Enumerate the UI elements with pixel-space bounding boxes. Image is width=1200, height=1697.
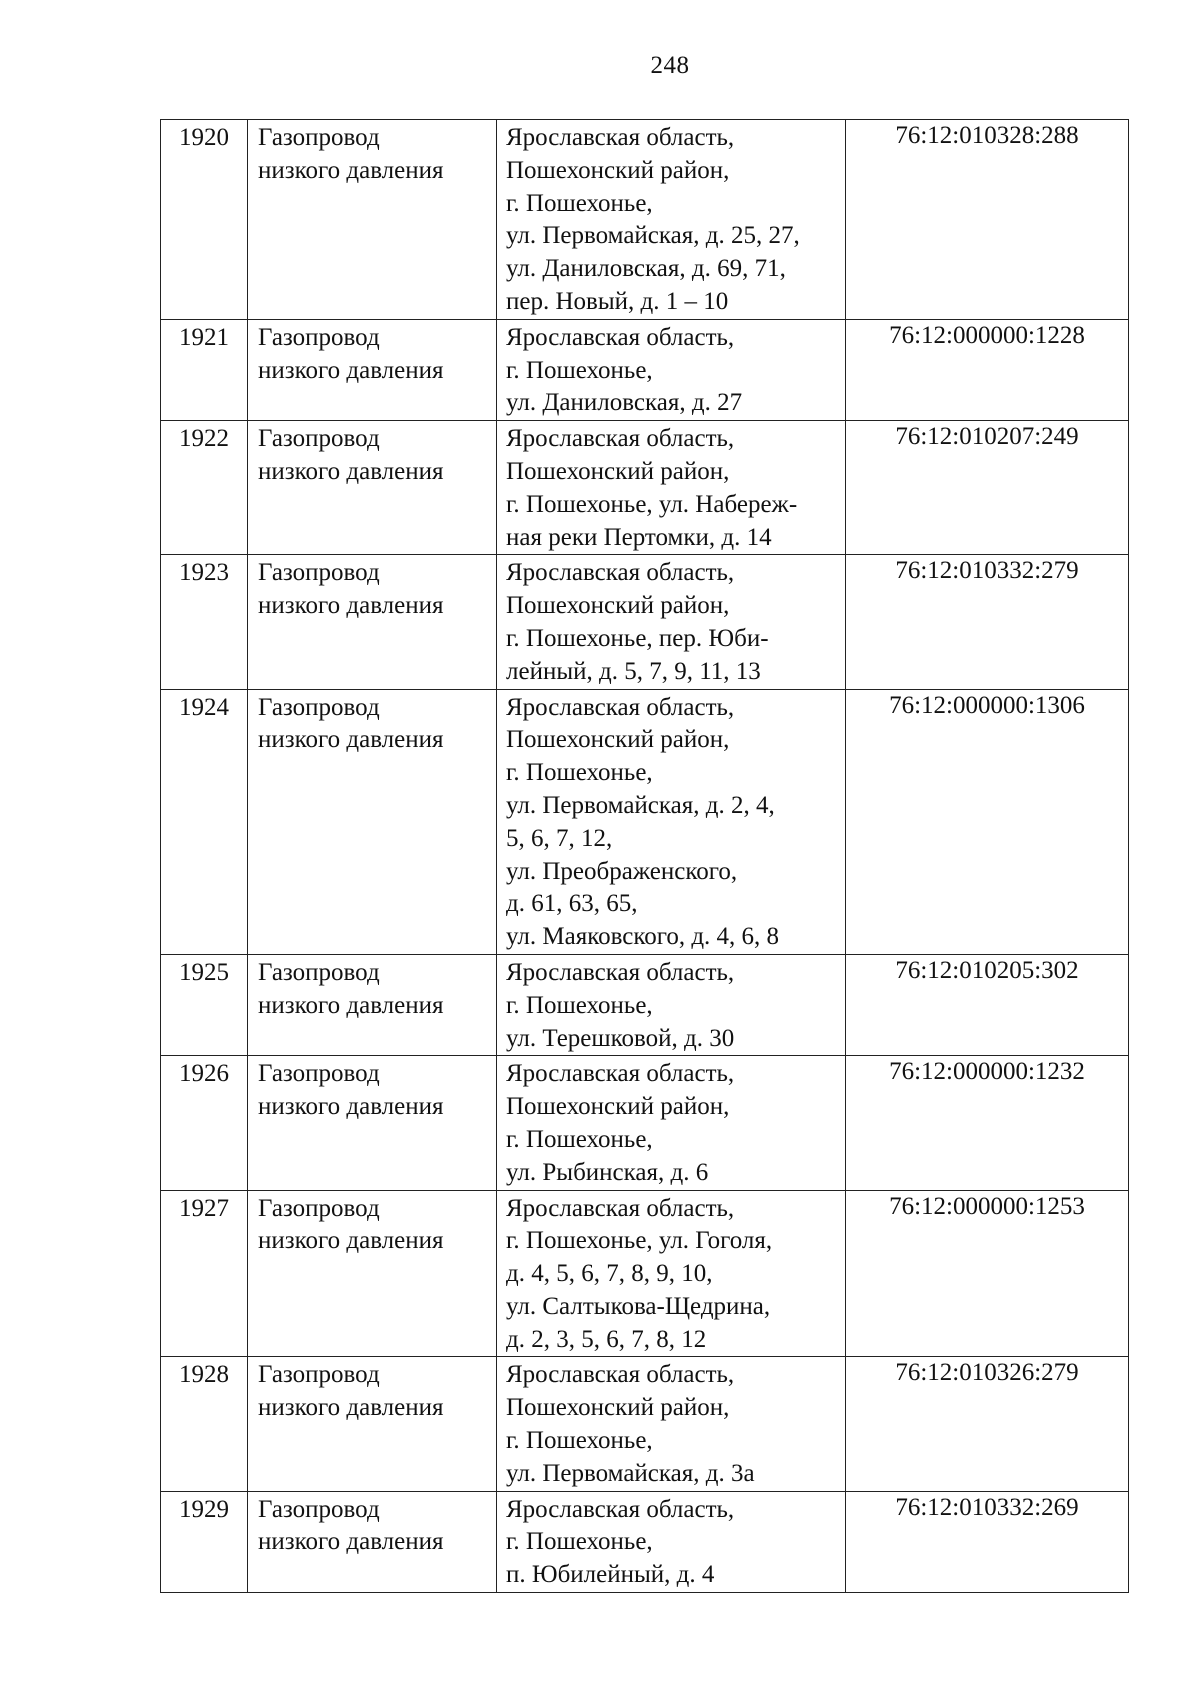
address-line: Пошехонский район, <box>506 1093 730 1121</box>
table-row <box>161 421 1129 555</box>
object-name-line: Газопровод <box>258 693 380 721</box>
registry-table <box>160 119 1129 1593</box>
cadastral-number: 76:12:000000:1232 <box>846 1056 1129 1190</box>
address-cell <box>497 1056 846 1190</box>
address-line: Пошехонский район, <box>506 1394 730 1422</box>
address-line: г. Пошехонье, <box>506 189 653 217</box>
object-name-line: Газопровод <box>258 425 380 453</box>
row-number: 1925 <box>161 954 248 1055</box>
object-name-cell <box>248 689 497 954</box>
object-name-line: низкого давления <box>258 356 444 384</box>
address-cell <box>497 1491 846 1592</box>
object-name-cell <box>248 1190 497 1357</box>
object-name-line: низкого давления <box>258 991 444 1019</box>
object-name-cell <box>248 1357 497 1491</box>
cadastral-number: 76:12:010328:288 <box>846 120 1129 320</box>
address-line: Пошехонский район, <box>506 592 730 620</box>
cadastral-number: 76:12:000000:1306 <box>846 689 1129 954</box>
object-name-cell <box>248 319 497 420</box>
cadastral-number: 76:12:010332:279 <box>846 555 1129 689</box>
address-cell <box>497 421 846 555</box>
table-row <box>161 555 1129 689</box>
registry-table-body <box>161 120 1129 1593</box>
object-name-cell <box>248 954 497 1055</box>
object-name-cell <box>248 1056 497 1190</box>
address-line: г. Пошехонье, <box>506 356 653 384</box>
cadastral-number: 76:12:010326:279 <box>846 1357 1129 1491</box>
address-line: ул. Салтыкова-Щедрина, <box>506 1292 771 1320</box>
address-line: Ярославская область, <box>506 425 735 453</box>
object-name-line: Газопровод <box>258 1495 380 1523</box>
row-number: 1928 <box>161 1357 248 1491</box>
address-line: ул. Даниловская, д. 69, 71, <box>506 255 786 283</box>
address-line: Ярославская область, <box>506 124 735 151</box>
object-name-line: Газопровод <box>258 958 380 986</box>
address-line: Ярославская область, <box>506 1060 735 1088</box>
address-line: д. 2, 3, 5, 6, 7, 8, 12 <box>506 1325 707 1353</box>
address-line: г. Пошехонье, <box>506 1528 653 1556</box>
object-name-line: Газопровод <box>258 1361 380 1389</box>
address-cell <box>497 1190 846 1357</box>
row-number: 1926 <box>161 1056 248 1190</box>
object-name-line: низкого давления <box>258 726 444 754</box>
address-line: ул. Первомайская, д. 3а <box>506 1459 755 1487</box>
address-cell <box>497 954 846 1055</box>
address-line: Пошехонский район, <box>506 726 730 754</box>
object-name-line: низкого давления <box>258 1394 444 1422</box>
object-name-line: Газопровод <box>258 559 380 587</box>
address-cell <box>497 120 846 320</box>
address-cell <box>497 319 846 420</box>
object-name-cell <box>248 421 497 555</box>
address-line: г. Пошехонье, <box>506 759 653 787</box>
object-name-line: низкого давления <box>258 592 444 620</box>
address-line: ул. Даниловская, д. 27 <box>506 389 743 417</box>
address-line: ул. Первомайская, д. 25, 27, <box>506 222 800 250</box>
object-name-cell <box>248 1491 497 1592</box>
object-name-line: низкого давления <box>258 156 444 184</box>
row-number: 1929 <box>161 1491 248 1592</box>
address-line: ул. Терешковой, д. 30 <box>506 1024 735 1052</box>
table-row <box>161 1491 1129 1592</box>
object-name-line: Газопровод <box>258 1060 380 1088</box>
address-line: ная реки Пертомки, д. 14 <box>506 523 772 551</box>
object-name-cell <box>248 120 497 320</box>
table-row <box>161 120 1129 320</box>
address-line: г. Пошехонье, <box>506 991 653 1019</box>
row-number: 1927 <box>161 1190 248 1357</box>
object-name-line: Газопровод <box>258 323 380 351</box>
address-line: д. 4, 5, 6, 7, 8, 9, 10, <box>506 1260 713 1288</box>
table-row <box>161 954 1129 1055</box>
row-number: 1923 <box>161 555 248 689</box>
address-line: пер. Новый, д. 1 – 10 <box>506 287 729 315</box>
address-line: Ярославская область, <box>506 1194 735 1222</box>
object-name-line: Газопровод <box>258 124 380 151</box>
address-line: Пошехонский район, <box>506 156 730 184</box>
table-row <box>161 1357 1129 1491</box>
cadastral-number: 76:12:000000:1253 <box>846 1190 1129 1357</box>
row-number: 1920 <box>161 120 248 320</box>
object-name-line: Газопровод <box>258 1194 380 1222</box>
address-line: д. 61, 63, 65, <box>506 890 638 918</box>
table-row <box>161 1190 1129 1357</box>
object-name-cell <box>248 555 497 689</box>
address-line: Ярославская область, <box>506 323 735 351</box>
address-cell <box>497 689 846 954</box>
address-line: п. Юбилейный, д. 4 <box>506 1561 715 1589</box>
address-line: Пошехонский район, <box>506 457 730 485</box>
address-cell <box>497 1357 846 1491</box>
object-name-line: низкого давления <box>258 1528 444 1556</box>
object-name-line: низкого давления <box>258 1093 444 1121</box>
address-line: 5, 6, 7, 12, <box>506 824 613 852</box>
object-name-line: низкого давления <box>258 1227 444 1255</box>
address-line: Ярославская область, <box>506 1361 735 1389</box>
address-line: г. Пошехонье, <box>506 1427 653 1455</box>
table-row <box>161 319 1129 420</box>
address-line: г. Пошехонье, <box>506 1125 653 1153</box>
table-row <box>161 689 1129 954</box>
table-row <box>161 1056 1129 1190</box>
cadastral-number: 76:12:010205:302 <box>846 954 1129 1055</box>
row-number: 1921 <box>161 319 248 420</box>
address-line: ул. Преображенского, <box>506 857 738 885</box>
cadastral-number: 76:12:010332:269 <box>846 1491 1129 1592</box>
cadastral-number: 76:12:000000:1228 <box>846 319 1129 420</box>
address-line: Ярославская область, <box>506 559 735 587</box>
row-number: 1922 <box>161 421 248 555</box>
cadastral-number: 76:12:010207:249 <box>846 421 1129 555</box>
address-line: Ярославская область, <box>506 1495 735 1523</box>
object-name-line: низкого давления <box>258 457 444 485</box>
address-line: ул. Маяковского, д. 4, 6, 8 <box>506 923 780 951</box>
row-number: 1924 <box>161 689 248 954</box>
address-line: ул. Первомайская, д. 2, 4, <box>506 791 775 819</box>
address-cell <box>497 555 846 689</box>
address-line: Ярославская область, <box>506 693 735 721</box>
address-line: лейный, д. 5, 7, 9, 11, 13 <box>506 657 761 685</box>
page-number: 248 <box>650 52 690 79</box>
address-line: г. Пошехонье, ул. Гоголя, <box>506 1227 773 1255</box>
address-line: Ярославская область, <box>506 958 735 986</box>
address-line: г. Пошехонье, пер. Юби- <box>506 624 769 652</box>
address-line: г. Пошехонье, ул. Набереж- <box>506 490 798 518</box>
address-line: ул. Рыбинская, д. 6 <box>506 1158 709 1186</box>
